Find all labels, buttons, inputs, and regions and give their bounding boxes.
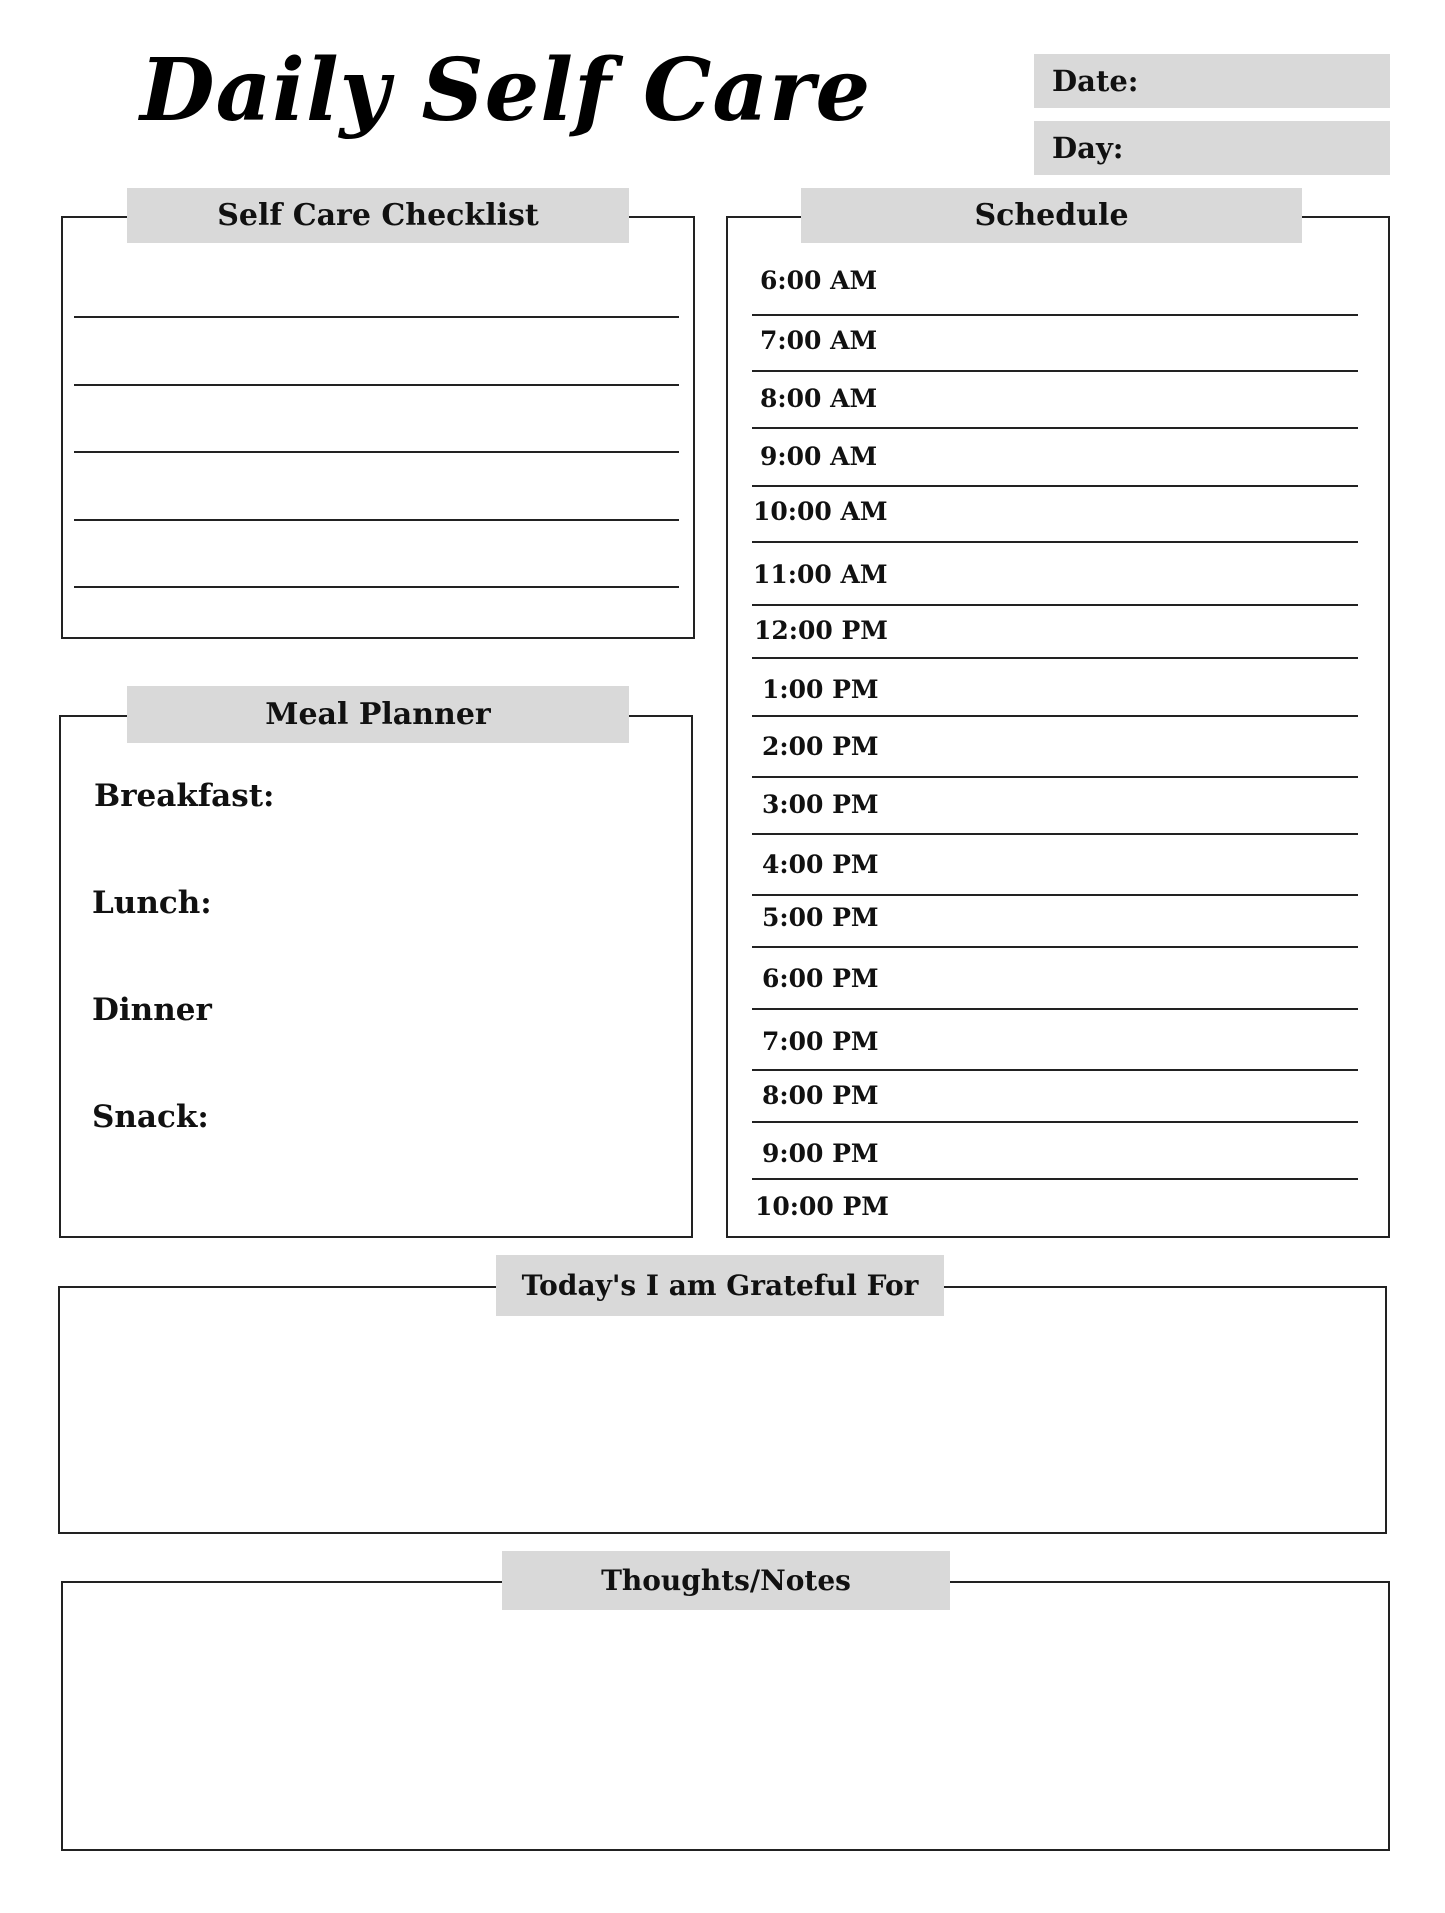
schedule-time: 4:00 PM xyxy=(762,850,879,879)
checklist-line[interactable] xyxy=(74,384,679,386)
schedule-time: 3:00 PM xyxy=(762,790,879,819)
schedule-time: 7:00 AM xyxy=(760,326,878,355)
checklist-line[interactable] xyxy=(74,316,679,318)
schedule-line[interactable] xyxy=(752,1069,1358,1071)
grateful-box[interactable] xyxy=(58,1286,1387,1534)
schedule-line[interactable] xyxy=(752,776,1358,778)
day-field[interactable]: Day: xyxy=(1034,121,1390,175)
meal-breakfast-label: Breakfast: xyxy=(94,778,275,814)
schedule-time: 6:00 AM xyxy=(760,266,878,295)
schedule-line[interactable] xyxy=(752,485,1358,487)
schedule-time: 9:00 PM xyxy=(762,1139,879,1168)
schedule-line[interactable] xyxy=(752,370,1358,372)
meal-snack-label: Snack: xyxy=(92,1099,209,1135)
schedule-time: 8:00 PM xyxy=(762,1081,879,1110)
schedule-line[interactable] xyxy=(752,715,1358,717)
schedule-line[interactable] xyxy=(752,1121,1358,1123)
schedule-time: 12:00 PM xyxy=(754,616,888,645)
schedule-time: 7:00 PM xyxy=(762,1027,879,1056)
schedule-time: 6:00 PM xyxy=(762,964,879,993)
schedule-line[interactable] xyxy=(752,894,1358,896)
schedule-line[interactable] xyxy=(752,541,1358,543)
schedule-line[interactable] xyxy=(752,657,1358,659)
schedule-time: 1:00 PM xyxy=(762,675,879,704)
schedule-time: 9:00 AM xyxy=(760,442,878,471)
meal-lunch-label: Lunch: xyxy=(92,885,212,921)
schedule-time: 10:00 PM xyxy=(755,1192,889,1221)
notes-box[interactable] xyxy=(61,1581,1390,1851)
date-field[interactable]: Date: xyxy=(1034,54,1390,108)
schedule-time: 11:00 AM xyxy=(753,560,888,589)
checklist-title: Self Care Checklist xyxy=(127,188,629,243)
checklist-box xyxy=(61,216,695,639)
schedule-title: Schedule xyxy=(801,188,1302,243)
schedule-line[interactable] xyxy=(752,1008,1358,1010)
schedule-line[interactable] xyxy=(752,1178,1358,1180)
schedule-line[interactable] xyxy=(752,833,1358,835)
checklist-line[interactable] xyxy=(74,451,679,453)
meal-dinner-label: Dinner xyxy=(92,992,212,1028)
schedule-time: 5:00 PM xyxy=(762,903,879,932)
schedule-time: 2:00 PM xyxy=(762,732,879,761)
notes-title: Thoughts/Notes xyxy=(502,1551,950,1610)
checklist-line[interactable] xyxy=(74,519,679,521)
grateful-title: Today's I am Grateful For xyxy=(496,1255,944,1316)
schedule-line[interactable] xyxy=(752,604,1358,606)
schedule-time: 8:00 AM xyxy=(760,384,878,413)
checklist-line[interactable] xyxy=(74,586,679,588)
schedule-time: 10:00 AM xyxy=(753,497,888,526)
meal-planner-title: Meal Planner xyxy=(127,686,629,743)
schedule-line[interactable] xyxy=(752,427,1358,429)
page-title: Daily Self Care xyxy=(140,40,872,141)
schedule-line[interactable] xyxy=(752,314,1358,316)
schedule-line[interactable] xyxy=(752,946,1358,948)
